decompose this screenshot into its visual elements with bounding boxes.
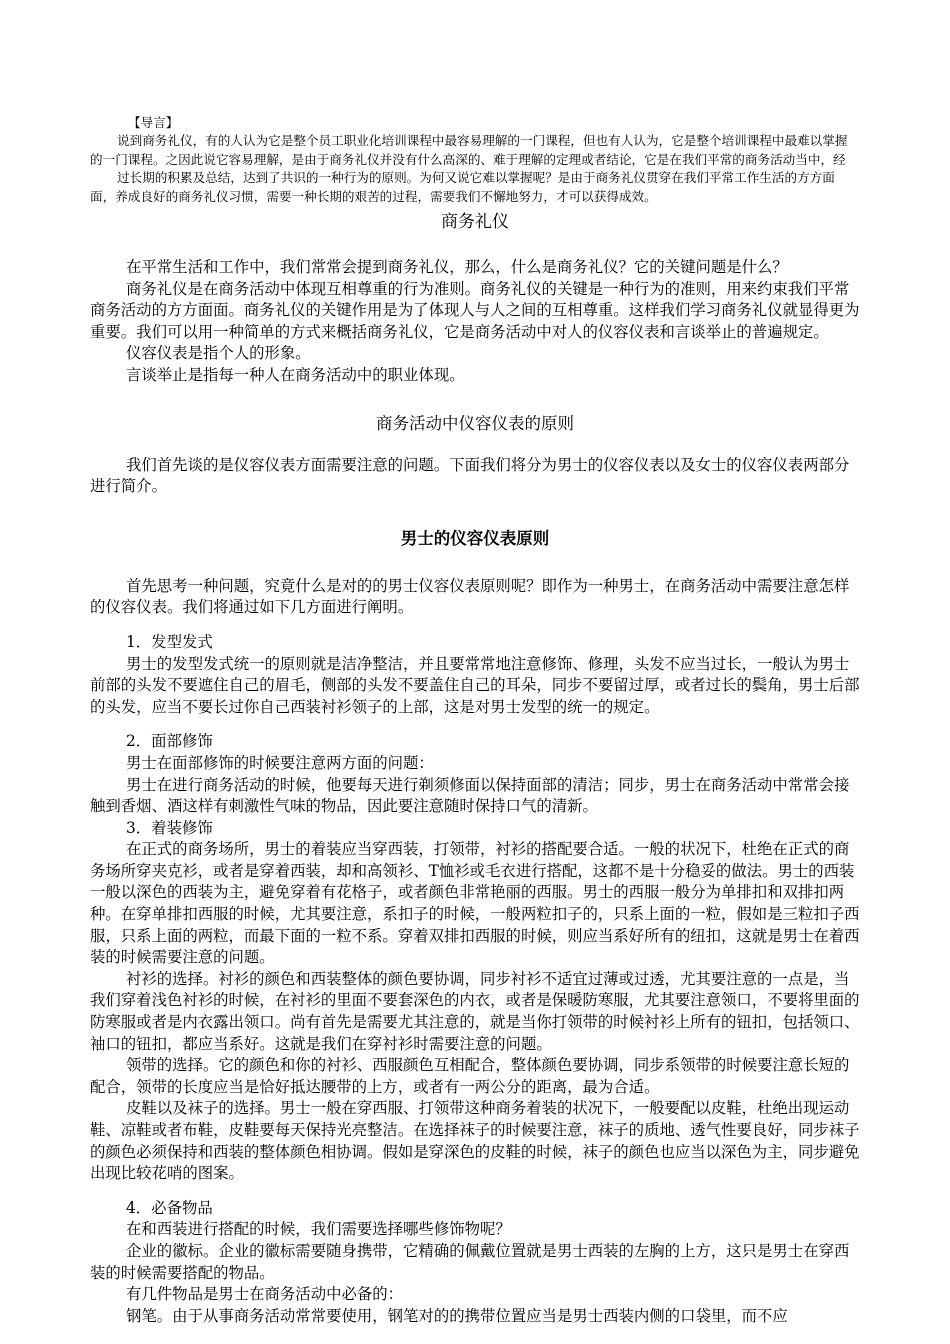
subheading-attire: 3．着装修饰 bbox=[126, 818, 213, 837]
paragraph: 商务礼仪是在商务活动中体现互相尊重的行为准则。商务礼仪的关键是一种行为的准则，用来约束我们平常商务活动的方方面面。商务礼仪的关键作用是为了体现人与人之间的互相尊重。这样我们学习商务礼仪就显得更为重要。我们可以用一种简单的方式来概括商务礼仪，它是商务活动中对人的仪容仪表和言谈举止的普遍规定。 bbox=[90, 279, 860, 341]
paragraph: 首先思考一种问题，究竟什么是对的的男士仪容仪表原则呢？即作为一种男士，在商务活动中需要注意怎样的仪容仪表。我们将通过如下几方面进行阐明。 bbox=[90, 576, 850, 617]
intro-paragraph-2: 过长期的积累及总结，达到了共识的一种行为的原则。为何又说它难以掌握呢？是由于商务礼仪贯穿在我们平常工作生活的方方面面，养成良好的商务礼仪习惯，需要一种长期的艰苦的过程，需要我们不懈地努力，才可以获得成效。 bbox=[90, 170, 835, 204]
intro-paragraph-1: 说到商务礼仪，有的人认为它是整个员工职业化培训课程中最容易理解的一门课程，但也有人认为，它是整个培训课程中最难以掌握的一门课程。之因此说它容易理解，是由于商务礼仪并没有什么高深的、难于理解的定理或者结论，它是在我们平常的商务活动当中，经 bbox=[90, 133, 848, 167]
paragraph: 有几件物品是男士在商务活动中必备的： bbox=[126, 1285, 404, 1304]
paragraph: 企业的徽标。企业的徽标需要随身携带，它精确的佩戴位置就是男士西装的左胸的上方，这只是男士在穿西装的时候需要搭配的物品。 bbox=[90, 1241, 850, 1282]
paragraph: 男士的发型发式统一的原则就是洁净整洁，并且要常常地注意修饰、修理，头发不应当过长，一般认为男士前部的头发不要遮住自己的眉毛，侧部的头发不要盖住自己的耳朵，同步不要留过厚，或者过长的鬓角，男士后部的头发，应当不要长过你自己西装衬衫领子的上部，这是对男士发型的统一的规定。 bbox=[90, 654, 860, 716]
paragraph: 在平常生活和工作中，我们常常会提到商务礼仪，那么，什么是商务礼仪？它的关键问题是什么？ bbox=[126, 258, 788, 276]
paragraph: 仪容仪表是指个人的形象。 bbox=[126, 344, 311, 363]
paragraph: 男士在面部修饰的时候要注意两方面的问题： bbox=[126, 753, 434, 772]
main-content bbox=[90, 210, 860, 1327]
subheading-face: 2．面部修饰 bbox=[126, 732, 213, 751]
section-title-appearance-principles: 商务活动中仪容仪表的原则 bbox=[376, 413, 574, 433]
intro-heading: 【导言】 bbox=[128, 115, 179, 130]
intro-section bbox=[90, 114, 860, 206]
paragraph: 在和西装进行搭配的时候，我们需要选择哪些修饰物呢？ bbox=[126, 1220, 511, 1239]
paragraph: 在正式的商务场所，男士的着装应当穿西装，打领带，衬衫的搭配要合适。一般的状况下，杜绝在正式的商务场所穿夹克衫，或者是穿着西装，却和高领衫、T恤衫或毛衣进行搭配，这都不是十分稳妥的做法。男士的西装一般以深色的西装为主，避免穿着有花格子，或者颜色非常艳丽的西服。男士的西服一般分为单排扣和双排扣两种。在穿单排扣西服的时候，尤其要注意，系扣子的时候，一般两粒扣子的，只系上面的一粒，假如是三粒扣子西服，只系上面的两粒，而最下面的一粒不系。穿着双排扣西服的时候，则应当系好所有的纽扣，这就是男士在着西装的时候需要注意的问题。 bbox=[90, 840, 860, 967]
paragraph: 言谈举止是指每一种人在商务活动中的职业体现。 bbox=[126, 365, 465, 384]
paragraph: 衬衫的选择。衬衫的颜色和西装整体的颜色要协调，同步衬衫不适宜过薄或过透，尤其要注意的一点是，当我们穿着浅色衬衫的时候，在衬衫的里面不要套深色的内衣，或者是保暖防寒服，尤其要注意领口，不要将里面的防寒服或者是内衣露出领口。尚有首先是需要尤其注意的，就是当你打领带的时候衬衫上所有的钮扣，包括领口、袖口的钮扣，都应当系好。这就是我们在穿衬衫时需要注意的问题。 bbox=[90, 969, 860, 1053]
paragraph: 男士在进行商务活动的时候，他要每天进行剃须修面以保持面部的清洁；同步，男士在商务活动中常常会接触到香烟、酒这样有刺激性气味的物品，因此要注意随时保持口气的清新。 bbox=[90, 775, 850, 816]
paragraph: 领带的选择。它的颜色和你的衬衫、西服颜色互相配合，整体颜色要协调，同步系领带的时候要注意长短的配合，领带的长度应当是恰好抵达腰带的上方，或者有一两公分的距离，最为合适。 bbox=[90, 1056, 850, 1096]
paragraph: 钢笔。由于从事商务活动常常要使用，钢笔对的的携带位置应当是男士西装内侧的口袋里，而不应 bbox=[126, 1306, 788, 1325]
section-title-men-appearance: 男士的仪容仪表原则 bbox=[400, 528, 550, 548]
paragraph: 皮鞋以及袜子的选择。男士一般在穿西服、打领带这种商务着装的状况下，一般要配以皮鞋，杜绝出现运动鞋、凉鞋或者布鞋，皮鞋要每天保持光亮整洁。在选择袜子的时候要注意，袜子的质地、透气性要良好，同步袜子的颜色必须保持和西装的整体颜色相协调。假如是穿深色的皮鞋的时候，袜子的颜色也应当以深色为主，同步避免出现比较花哨的图案。 bbox=[90, 1099, 860, 1183]
section-title-business-etiquette: 商务礼仪 bbox=[441, 212, 509, 232]
subheading-essentials: 4．必备物品 bbox=[126, 1198, 213, 1217]
subheading-hairstyle: 1．发型发式 bbox=[126, 632, 213, 651]
paragraph: 我们首先谈的是仪容仪表方面需要注意的问题。下面我们将分为男士的仪容仪表以及女士的仪容仪表两部分进行简介。 bbox=[90, 455, 850, 496]
